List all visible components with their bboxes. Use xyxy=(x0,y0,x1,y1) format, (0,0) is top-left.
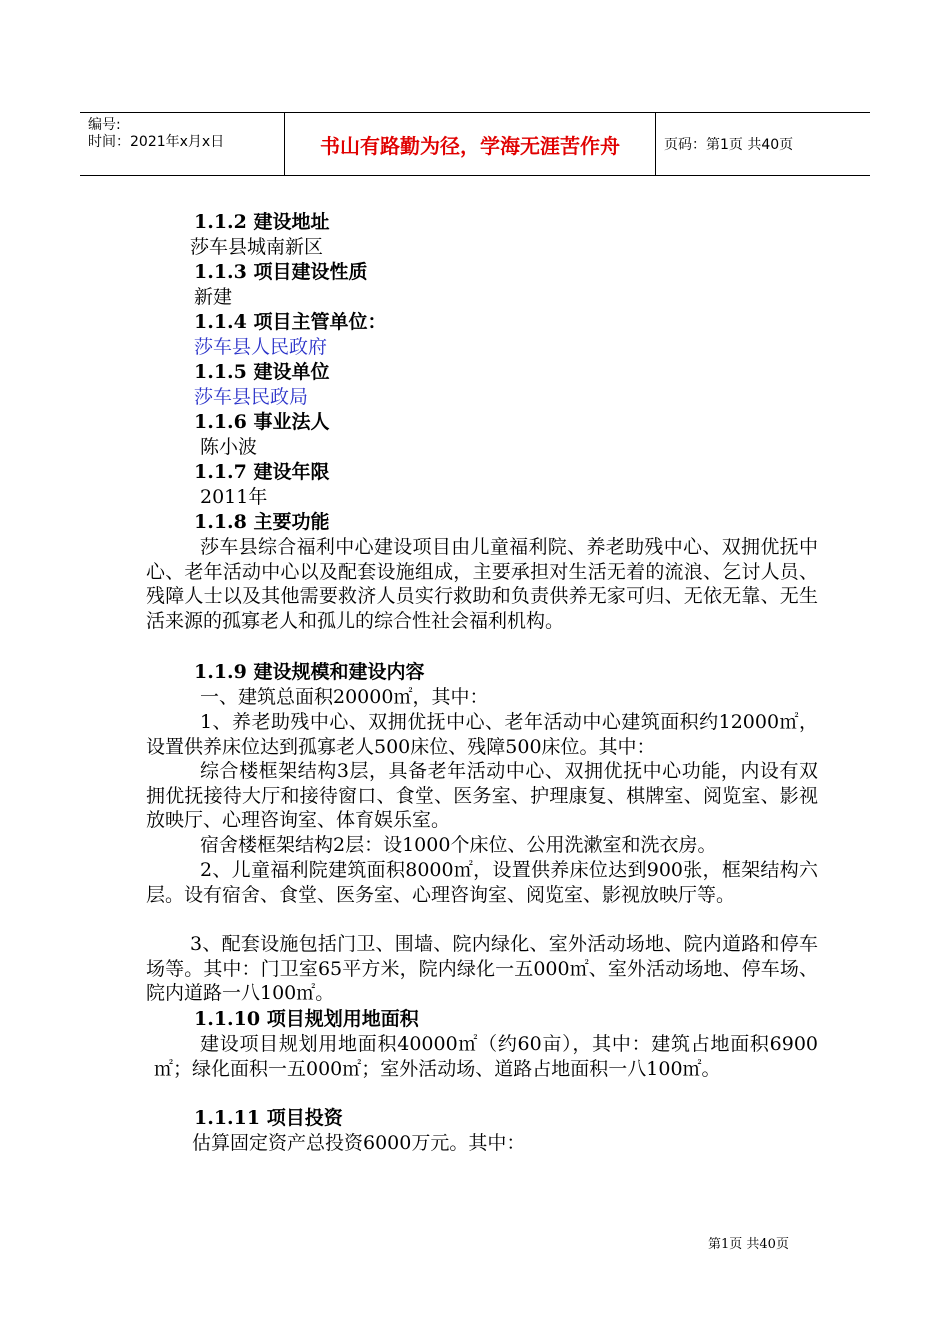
header-left xyxy=(88,113,288,179)
section-text-1-1-9-p2: 1、养老助残中心、双拥优抚中心、老年活动中心建筑面积约12000㎡，设置供养床位达到孤寡老人500床位、残障500床位。其中： xyxy=(146,711,818,758)
section-title-1-1-11: 1.1.11 项目投资 xyxy=(194,1107,343,1129)
page-footer: 第1页 共40页 xyxy=(708,1237,789,1252)
section-value-1-1-7: 2011年 xyxy=(200,486,268,508)
page-header xyxy=(80,112,870,176)
section-text-1-1-9-p4: 宿舍楼框架结构2层：设1000个床位、公用洗漱室和洗衣房。 xyxy=(200,834,717,856)
motto: 书山有路勤为径，学海无涯苦作舟 xyxy=(284,113,656,175)
section-value-1-1-4: 莎车县人民政府 xyxy=(194,336,328,358)
section-title-1-1-5: 1.1.5 建设单位 xyxy=(194,361,330,383)
section-value-1-1-5: 莎车县民政局 xyxy=(194,386,309,408)
page-label: 页码：第1页 共40页 xyxy=(664,137,794,153)
section-text-1-1-9-p3: 综合楼框架结构3层，具备老年活动中心、双拥优抚中心功能，内设有双拥优抚接待大厅和接待窗口、食堂、医务室、护理康复、棋牌室、阅览室、影视放映厅、心理咨询室、体育娱乐室。 xyxy=(146,760,818,832)
section-text-1-1-9-p6: 3、配套设施包括门卫、围墙、院内绿化、室外活动场地、院内道路和停车场等。其中：门卫室65平方米，院内绿化一五000㎡、室外活动场地、停车场、院内道路一八100㎡。 xyxy=(146,933,818,1005)
time-label: 时间：2021年x月x日 xyxy=(88,134,225,150)
section-value-1-1-3: 新建 xyxy=(194,286,233,308)
section-title-1-1-7: 1.1.7 建设年限 xyxy=(194,461,330,483)
section-text-1-1-8: 莎车县综合福利中心建设项目由儿童福利院、养老助残中心、双拥优抚中心、老年活动中心以及配套设施组成，主要承担对生活无着的流浪、乞讨人员、残障人士以及其他需要救济人员实行救助和负责供养无家可归、无依无靠、无生活来源的孤寡老人和孤儿的综合性社会福利机构。 xyxy=(146,536,818,633)
section-text-1-1-9-p5: 2、儿童福利院建筑面积8000㎡，设置供养床位达到900张，框架结构六层。设有宿舍、食堂、医务室、心理咨询室、阅览室、影视放映厅等。 xyxy=(146,859,818,906)
section-text-1-1-9-p1: 一、建筑总面积20000㎡，其中： xyxy=(200,686,489,708)
section-title-1-1-3: 1.1.3 项目建设性质 xyxy=(194,261,368,283)
section-title-1-1-9: 1.1.9 建设规模和建设内容 xyxy=(194,661,425,683)
section-title-1-1-4: 1.1.4 项目主管单位： xyxy=(194,311,387,333)
section-text-1-1-10: 建设项目规划用地面积40000㎡（约60亩），其中：建筑占地面积6900㎡；绿化面积一五000㎡；室外活动场、道路占地面积一八100㎡。 xyxy=(154,1033,818,1080)
section-value-1-1-6: 陈小波 xyxy=(200,436,258,458)
section-text-1-1-11: 估算固定资产总投资6000万元。其中： xyxy=(192,1132,526,1154)
section-title-1-1-10: 1.1.10 项目规划用地面积 xyxy=(194,1008,419,1030)
section-title-1-1-6: 1.1.6 事业法人 xyxy=(194,411,330,433)
section-title-1-1-2: 1.1.2 建设地址 xyxy=(194,211,330,233)
section-value-1-1-2: 莎车县城南新区 xyxy=(190,236,324,258)
number-label: 编号: xyxy=(88,117,121,133)
section-title-1-1-8: 1.1.8 主要功能 xyxy=(194,511,330,533)
